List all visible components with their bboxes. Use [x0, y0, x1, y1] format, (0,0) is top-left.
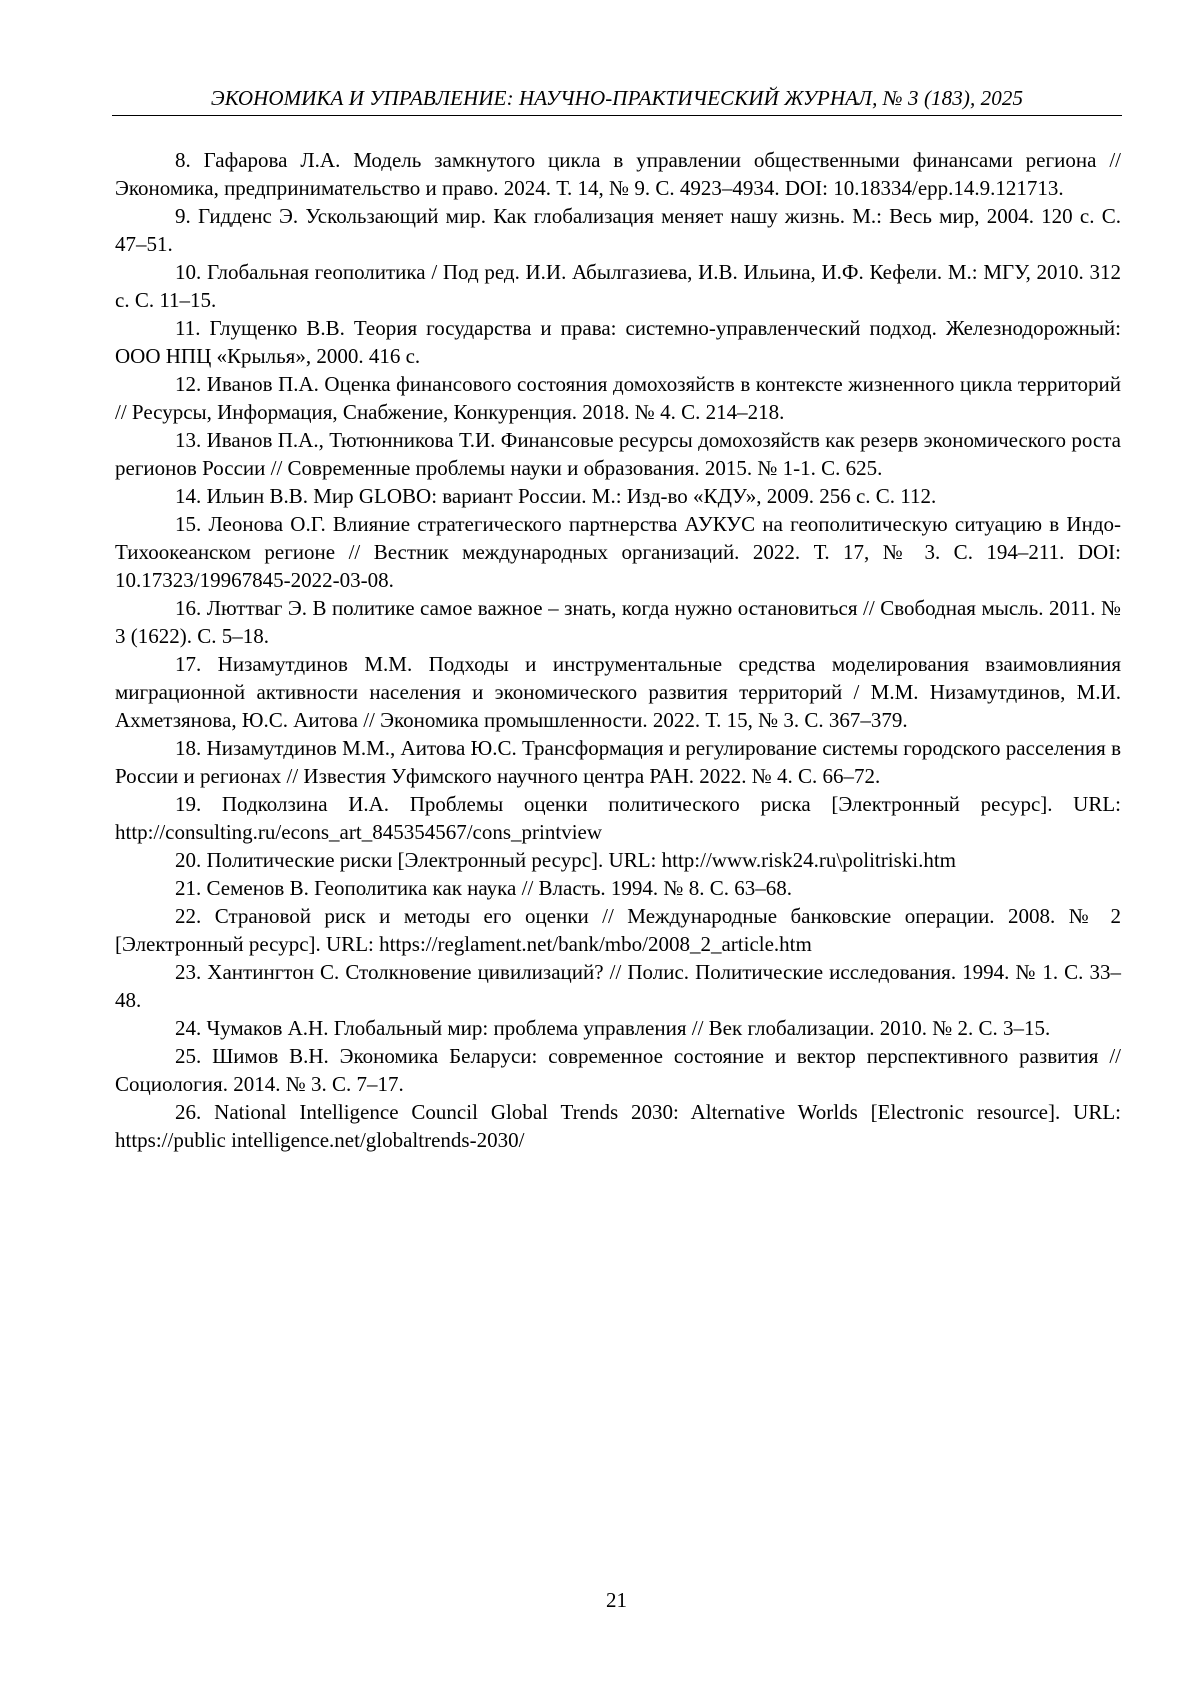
reference-item-14: 14. Ильин В.В. Мир GLOBO: вариант России. М.: Изд-во «КДУ», 2009. 256 с. С. 112. — [115, 482, 1121, 510]
reference-item-13: 13. Иванов П.А., Тютюнникова Т.И. Финансовые ресурсы домохозяйств как резерв экономического роста регионов России // Современные проблемы науки и образования. 2015. № 1-1. С. 625. — [115, 426, 1121, 482]
reference-item-22: 22. Страновой риск и методы его оценки // Международные банковские операции. 2008. № 2 [Электронный ресурс]. URL: https://reglament.net/bank/mbo/2008_2_article.htm — [115, 902, 1121, 958]
reference-item-23: 23. Хантингтон С. Столкновение цивилизаций? // Полис. Политические исследования. 1994. № 1. С. 33–48. — [115, 958, 1121, 1014]
reference-item-19: 19. Подколзина И.А. Проблемы оценки политического риска [Электронный ресурс]. URL: http://consulting.ru/econs_art_845354567/cons_printview — [115, 790, 1121, 846]
reference-item-8: 8. Гафарова Л.А. Модель замкнутого цикла в управлении общественными финансами региона // Экономика, предпринимательство и право. 2024. Т. 14, № 9. С. 4923–4934. DOI: 10.18334/epp.14.9.121713. — [115, 146, 1121, 202]
running-header: ЭКОНОМИКА И УПРАВЛЕНИЕ: НАУЧНО-ПРАКТИЧЕСКИЙ ЖУРНАЛ, № 3 (183), 2025 — [112, 86, 1122, 110]
reference-item-12: 12. Иванов П.А. Оценка финансового состояния домохозяйств в контексте жизненного цикла территорий // Ресурсы, Информация, Снабжение, Конкуренция. 2018. № 4. С. 214–218. — [115, 370, 1121, 426]
reference-item-16: 16. Люттваг Э. В политике самое важное – знать, когда нужно остановиться // Свободная мысль. 2011. № 3 (1622). С. 5–18. — [115, 594, 1121, 650]
reference-list — [115, 146, 1121, 1154]
reference-item-20: 20. Политические риски [Электронный ресурс]. URL: http://www.risk24.ru\politriski.htm — [115, 846, 1121, 874]
reference-item-11: 11. Глущенко В.В. Теория государства и права: системно-управленческий подход. Железнодорожный: ООО НПЦ «Крылья», 2000. 416 с. — [115, 314, 1121, 370]
reference-item-18: 18. Низамутдинов М.М., Аитова Ю.С. Трансформация и регулирование системы городского расселения в России и регионах // Известия Уфимского научного центра РАН. 2022. № 4. С. 66–72. — [115, 734, 1121, 790]
reference-item-25: 25. Шимов В.Н. Экономика Беларуси: современное состояние и вектор перспективного развития // Социология. 2014. № 3. С. 7–17. — [115, 1042, 1121, 1098]
header-rule — [112, 115, 1122, 116]
reference-item-24: 24. Чумаков А.Н. Глобальный мир: проблема управления // Век глобализации. 2010. № 2. С. 3–15. — [115, 1014, 1121, 1042]
reference-item-9: 9. Гидденс Э. Ускользающий мир. Как глобализация меняет нашу жизнь. М.: Весь мир, 2004. 120 с. С. 47–51. — [115, 202, 1121, 258]
page-number: 21 — [0, 1588, 1200, 1612]
reference-item-26: 26. National Intelligence Council Global Trends 2030: Alternative Worlds [Electronic resource]. URL: https://public intelligence.net/globaltrends-2030/ — [115, 1098, 1121, 1154]
reference-item-17: 17. Низамутдинов М.М. Подходы и инструментальные средства моделирования взаимовлияния миграционной активности населения и экономического развития территорий / М.М. Низамутдинов, М.И. Ахметзянова, Ю.С. Аитова // Экономика промышленности. 2022. Т. 15, № 3. С. 367–379. — [115, 650, 1121, 734]
reference-item-15: 15. Леонова О.Г. Влияние стратегического партнерства АУКУС на геополитическую ситуацию в Индо-Тихоокеанском регионе // Вестник международных организаций. 2022. Т. 17, № 3. С. 194–211. DOI: 10.17323/19967845-2022-03-08. — [115, 510, 1121, 594]
journal-page — [0, 0, 1200, 1698]
reference-item-10: 10. Глобальная геополитика / Под ред. И.И. Абылгазиева, И.В. Ильина, И.Ф. Кефели. М.: МГУ, 2010. 312 с. С. 11–15. — [115, 258, 1121, 314]
reference-item-21: 21. Семенов В. Геополитика как наука // Власть. 1994. № 8. С. 63–68. — [115, 874, 1121, 902]
